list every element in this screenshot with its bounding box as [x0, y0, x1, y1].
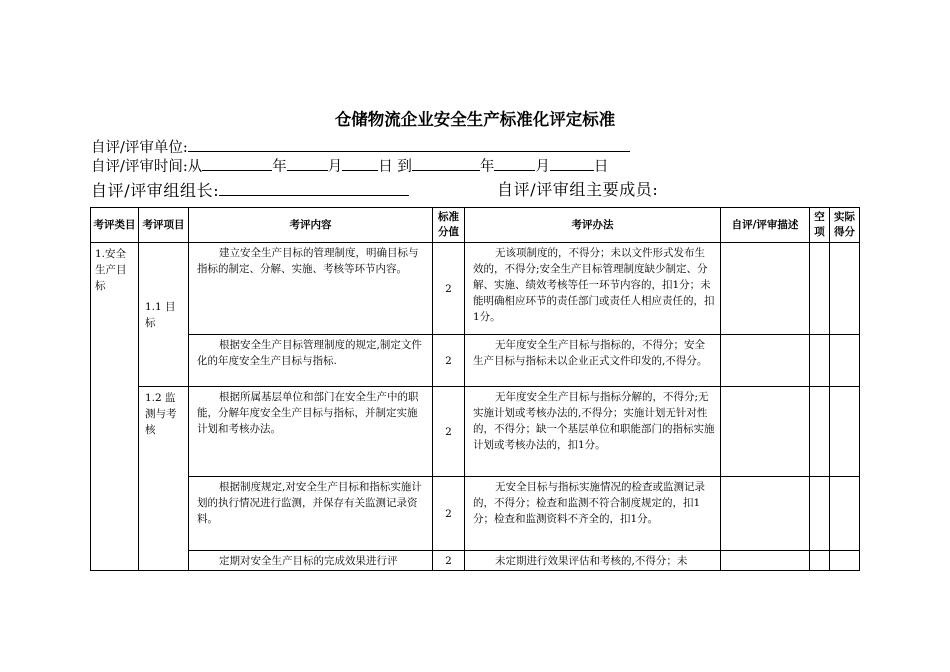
year-label-2: 年: [479, 159, 495, 175]
item-cell: 1.1 目标: [139, 243, 189, 387]
header-description: 自评/评审描述: [721, 208, 810, 243]
to-day-blank[interactable]: [550, 156, 594, 171]
content-cell: 根据安全生产目标管理制度的规定,制定文件化的年度安全生产目标与指标.: [189, 335, 433, 387]
header-score: 标准分值: [433, 208, 465, 243]
time-from: 从: [187, 159, 203, 175]
header-actual-score: 实际得分: [830, 208, 860, 243]
members-line: [497, 181, 658, 199]
table-row: [91, 243, 860, 335]
empty-item-cell[interactable]: [810, 551, 830, 571]
method-cell: 无年度安全生产目标与指标的，不得分；安全生产目标与指标未以企业正式文件印发的,不得分。: [465, 335, 721, 387]
year-label: 年: [272, 159, 287, 175]
unit-label: 自评/评审单位:: [91, 140, 188, 156]
time-to: 到: [397, 159, 412, 175]
actual-score-cell[interactable]: [830, 477, 860, 551]
content-cell: 建立安全生产目标的管理制度，明确目标与指标的制定、分解、实施、考核等环节内容。: [189, 243, 433, 335]
score-cell: 2: [433, 335, 465, 387]
table-header-row: [91, 208, 860, 243]
time-label: 自评/评审时间:: [91, 159, 188, 175]
document-title: 仓储物流企业安全生产标准化评定标准: [334, 110, 616, 129]
to-year-blank[interactable]: [412, 156, 480, 171]
table-row: [91, 477, 860, 551]
actual-score-cell[interactable]: [830, 243, 860, 335]
time-line: [91, 156, 608, 176]
from-day-blank[interactable]: [342, 156, 378, 171]
to-month-blank[interactable]: [494, 156, 535, 171]
empty-item-cell[interactable]: [810, 243, 830, 335]
content-cell: 根据所属基层单位和部门在安全生产中的职能，分解年度安全生产目标与指标，并制定实施计划和考核办法。: [189, 387, 433, 477]
from-year-blank[interactable]: [202, 156, 272, 171]
day-label: 日: [378, 159, 393, 175]
leader-blank[interactable]: [219, 181, 409, 196]
content-cell: 根据制度规定,对安全生产目标和指标实施计划的执行情况进行监测，并保存有关监测记录资料。: [189, 477, 433, 551]
score-cell: 2: [433, 243, 465, 335]
method-cell: 无该项制度的，不得分；未以文件形式发布生效的，不得分;安全生产目标管理制度缺少制定、分解、实施、绩效考核等任一环节内容的，扣1分；未能明确相应环节的责任部门或责任人相应责任的，扣1分。: [465, 243, 721, 335]
table-row: [91, 387, 860, 477]
month-label-2: 月: [535, 159, 550, 175]
header-item: 考评项目: [139, 208, 189, 243]
table-row: [91, 551, 860, 571]
empty-item-cell[interactable]: [810, 477, 830, 551]
score-cell: 2: [433, 477, 465, 551]
description-cell[interactable]: [721, 551, 810, 571]
description-cell[interactable]: [721, 477, 810, 551]
score-cell: 2: [433, 387, 465, 477]
item-cell: 1.2 监测与考核: [139, 387, 189, 571]
method-cell: 无年度安全生产目标与指标分解的，不得分;无实施计划或考核办法的,不得分；实施计划无针对性的，不得分；缺一个基层单位和职能部门的指标实施计划或考核办法的，扣1分。: [465, 387, 721, 477]
unit-line: [91, 137, 630, 157]
header-empty-item: 空项: [810, 208, 830, 243]
actual-score-cell[interactable]: [830, 551, 860, 571]
description-cell[interactable]: [721, 335, 810, 387]
unit-blank[interactable]: [188, 137, 630, 152]
actual-score-cell[interactable]: [830, 335, 860, 387]
header-method: 考评办法: [465, 208, 721, 243]
leader-line: [91, 181, 409, 200]
empty-item-cell[interactable]: [810, 335, 830, 387]
content-cell: 定期对安全生产目标的完成效果进行评: [189, 551, 433, 571]
table-row: [91, 335, 860, 387]
method-cell: 无安全目标与指标实施情况的检查或监测记录的，不得分；检查和监测不符合制度规定的，扣1分；检查和监测资料不齐全的，扣1分。: [465, 477, 721, 551]
members-label: 自评/评审组主要成员:: [497, 180, 659, 199]
header-category: 考评类目: [91, 208, 139, 243]
leader-label: 自评/评审组组长:: [91, 181, 220, 200]
day-label-2: 日: [593, 159, 609, 175]
empty-item-cell[interactable]: [810, 387, 830, 477]
header-content: 考评内容: [189, 208, 433, 243]
description-cell[interactable]: [721, 243, 810, 335]
category-cell: 1.安全生产目标: [91, 243, 139, 571]
evaluation-table: [90, 207, 860, 571]
score-cell: 2: [433, 551, 465, 571]
from-month-blank[interactable]: [287, 156, 328, 171]
description-cell[interactable]: [721, 387, 810, 477]
month-label: 月: [327, 159, 343, 175]
method-cell: 未定期进行效果评估和考核的,不得分；未: [465, 551, 721, 571]
actual-score-cell[interactable]: [830, 387, 860, 477]
